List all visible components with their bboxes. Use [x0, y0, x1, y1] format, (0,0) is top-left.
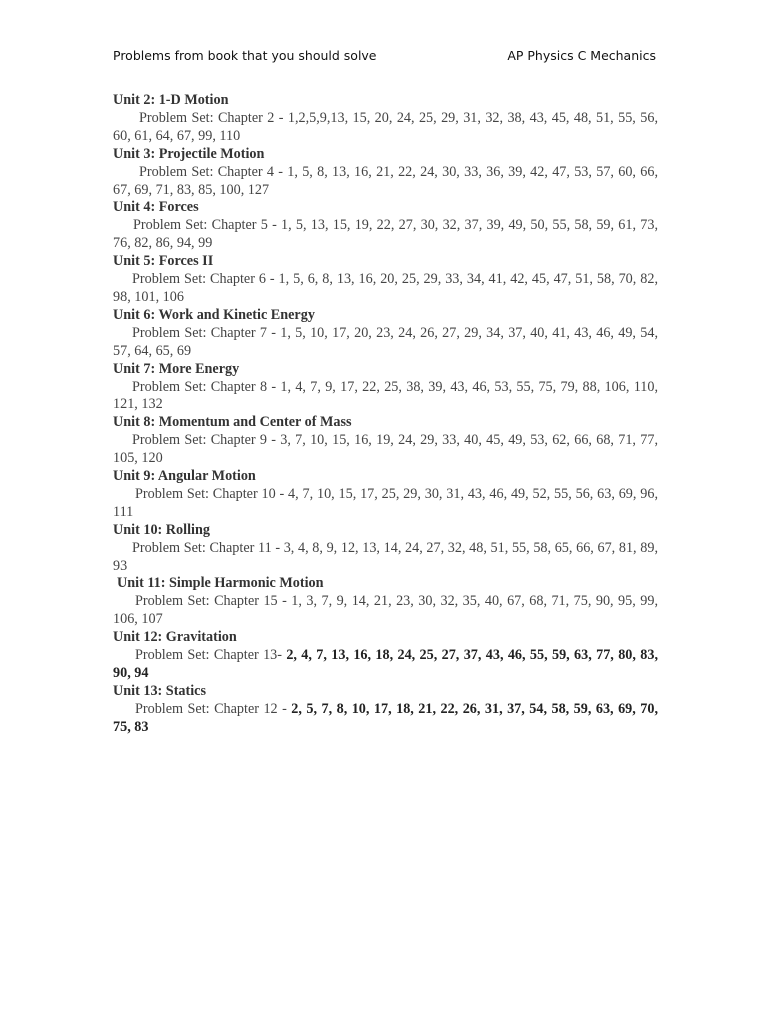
- problem-set: [113, 486, 658, 522]
- header-left-title: Problems from book that you should solve: [113, 48, 377, 63]
- problem-set: [113, 379, 658, 415]
- unit-title: Unit 6: Work and Kinetic Energy: [113, 306, 315, 323]
- unit-title: Unit 7: More Energy: [113, 360, 240, 377]
- problem-set: [113, 271, 658, 307]
- unit-title: Unit 5: Forces II: [113, 253, 214, 270]
- problem-set: [113, 647, 658, 683]
- problem-set: [113, 217, 658, 253]
- unit-title: Unit 9: Angular Motion: [113, 468, 256, 485]
- problem-set-text: Problem Set: Chapter 6 - 1, 5, 6, 8, 13, 16, 20, 25, 29, 33, 34, 41, 42, 45, 47, 51, 58, 70, 82, 98, 101, 106: [113, 271, 658, 305]
- unit-title: Unit 8: Momentum and Center of Mass: [113, 414, 352, 431]
- unit-block: [113, 253, 658, 307]
- problem-set-text: Problem Set: Chapter 4 - 1, 5, 8, 13, 16, 21, 22, 24, 30, 33, 36, 39, 42, 47, 53, 57, 60, 66, 67, 69, 71, 83, 85, 100, 127: [113, 163, 658, 198]
- problem-set: [113, 432, 658, 468]
- problem-set: [113, 110, 658, 146]
- unit-title: Unit 10: Rolling: [113, 521, 210, 538]
- header-course-title: AP Physics C Mechanics: [507, 48, 656, 63]
- problem-set-text: Problem Set: Chapter 13-: [135, 647, 287, 664]
- problem-set: [113, 325, 658, 361]
- unit-block: [113, 361, 658, 415]
- unit-title: Unit 13: Statics: [113, 682, 207, 699]
- problem-set: [113, 540, 658, 576]
- unit-title: Unit 11: Simple Harmonic Motion: [117, 575, 324, 592]
- unit-block: [113, 522, 658, 576]
- unit-block: [113, 575, 658, 629]
- problem-set-text: Problem Set: Chapter 5 - 1, 5, 13, 15, 19, 22, 27, 30, 32, 37, 39, 49, 50, 55, 58, 59, 61, 73, 76, 82, 86, 94, 99: [113, 217, 658, 252]
- unit-title: Unit 4: Forces: [113, 199, 199, 216]
- unit-block: [113, 92, 658, 146]
- unit-title: Unit 3: Projectile Motion: [113, 145, 265, 162]
- problem-set-bold-numbers: 2, 4, 7, 13, 16, 18, 24, 25, 27, 37, 43, 46, 55, 59, 63, 77, 80, 83, 90, 94: [113, 647, 658, 681]
- problem-set-text: Problem Set: Chapter 9 - 3, 7, 10, 15, 16, 19, 24, 29, 33, 40, 45, 49, 53, 62, 66, 68, 71, 77, 105, 120: [113, 432, 658, 467]
- problem-set-text: Problem Set: Chapter 10 - 4, 7, 10, 15, 17, 25, 29, 30, 31, 43, 46, 49, 52, 55, 56, 63, 69, 96, 111: [113, 485, 658, 520]
- unit-block: [113, 414, 658, 468]
- unit-block: [113, 629, 658, 683]
- unit-block: [113, 468, 658, 522]
- problem-set: [113, 164, 658, 200]
- problem-set: [113, 593, 658, 629]
- problem-set-text: Problem Set: Chapter 2 - 1,2,5,9,13, 15, 20, 24, 25, 29, 31, 32, 38, 43, 45, 48, 51, 55, 56, 60, 61, 64, 67, 99, 110: [113, 109, 658, 144]
- problem-set-text: Problem Set: Chapter 15 - 1, 3, 7, 9, 14, 21, 23, 30, 32, 35, 40, 67, 68, 71, 75, 90, 95, 99, 106, 107: [113, 593, 658, 628]
- unit-title: Unit 2: 1-D Motion: [113, 92, 229, 108]
- unit-block: [113, 146, 658, 200]
- unit-block: [113, 683, 658, 737]
- problem-set-text: Problem Set: Chapter 11 - 3, 4, 8, 9, 12, 13, 14, 24, 27, 32, 48, 51, 55, 58, 65, 66, 67, 81, 89, 93: [113, 539, 658, 574]
- unit-title: Unit 12: Gravitation: [113, 629, 237, 646]
- unit-block: [113, 199, 658, 253]
- unit-block: [113, 307, 658, 361]
- problem-set-text: Problem Set: Chapter 8 - 1, 4, 7, 9, 17, 22, 25, 38, 39, 43, 46, 53, 55, 75, 79, 88, 106, 110, 121, 132: [113, 378, 658, 413]
- problem-set: [113, 701, 658, 737]
- problem-set-bold-numbers: 2, 5, 7, 8, 10, 17, 18, 21, 22, 26, 31, 37, 54, 58, 59, 63, 69, 70, 75, 83: [113, 700, 659, 735]
- unit-list: [113, 92, 658, 737]
- problem-set-text: Problem Set: Chapter 7 - 1, 5, 10, 17, 20, 23, 24, 26, 27, 29, 34, 37, 40, 41, 43, 46, 49, 54, 57, 64, 65, 69: [113, 324, 658, 359]
- problem-set-text: Problem Set: Chapter 12 -: [135, 700, 292, 717]
